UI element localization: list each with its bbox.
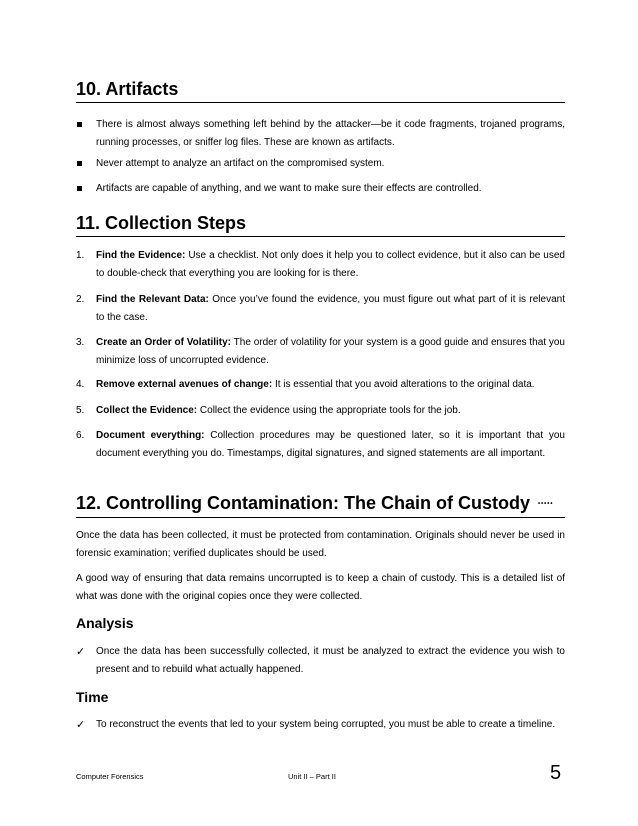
list-item: Artifacts are capable of anything, and we want to make sure their effects are controlled. — [76, 180, 565, 198]
section-12-heading: 12. Controlling Contamination: The Chain of Custody ••••• — [76, 492, 565, 518]
numbered-step: 3. Create an Order of Volatility: The order of volatility for your system is a good guide and ensures that you minimize loss of uncorrupted evidence. — [76, 337, 565, 366]
section-11-heading: 11. Collection Steps — [76, 212, 565, 237]
list-item: There is almost always something left behind by the attacker—be it code fragments, trojaned programs, running processes, or sniffer log files. These are known as artifacts. — [76, 116, 565, 152]
dots-decoration-icon: ••••• — [537, 501, 554, 508]
footer-unit: Unit II – Part II — [288, 772, 336, 781]
time-heading: Time — [76, 689, 109, 705]
paragraph: Once the data has been collected, it must be protected from contamination. Originals should never be used in forensic examination; verified duplicates should be used. — [76, 530, 565, 559]
numbered-step: 6. Document everything: Collection procedures may be questioned later, so it is important that you document everything you do. Timestamps, digital signatures, and signed statements are all important. — [76, 430, 565, 459]
checkmark-icon: ✓ — [76, 646, 86, 658]
numbered-step: 2. Find the Relevant Data: Once you’ve found the evidence, you must figure out what part of it is relevant to the case. — [76, 294, 565, 323]
section-10-heading: 10. Artifacts — [76, 78, 565, 103]
numbered-step: 1. Find the Evidence: Use a checklist. Not only does it help you to collect evidence, but it also can be used to double-check that everything you are looking for is there. — [76, 250, 565, 279]
footer-course: Computer Forensics — [76, 772, 144, 781]
list-item: ✓ To reconstruct the events that led to your system being corrupted, you must be able to create a timeline. — [76, 716, 565, 734]
square-bullet-icon — [76, 116, 94, 134]
analysis-heading: Analysis — [76, 615, 134, 631]
numbered-step: 5. Collect the Evidence: Collect the evidence using the appropriate tools for the job. — [76, 405, 461, 416]
square-bullet-icon — [76, 180, 94, 198]
list-item: ✓ Once the data has been successfully collected, it must be analyzed to extract the evidence you wish to present and to rebuild what actually happened. — [76, 643, 565, 679]
numbered-step: 4. Remove external avenues of change: It is essential that you avoid alterations to the original data. — [76, 379, 535, 390]
square-bullet-icon — [76, 155, 94, 173]
list-item: Never attempt to analyze an artifact on the compromised system. — [76, 155, 565, 173]
paragraph: A good way of ensuring that data remains uncorrupted is to keep a chain of custody. This is a detailed list of what was done with the original copies once they were collected. — [76, 573, 565, 602]
checkmark-icon: ✓ — [76, 719, 86, 731]
page-number: 5 — [550, 762, 562, 784]
